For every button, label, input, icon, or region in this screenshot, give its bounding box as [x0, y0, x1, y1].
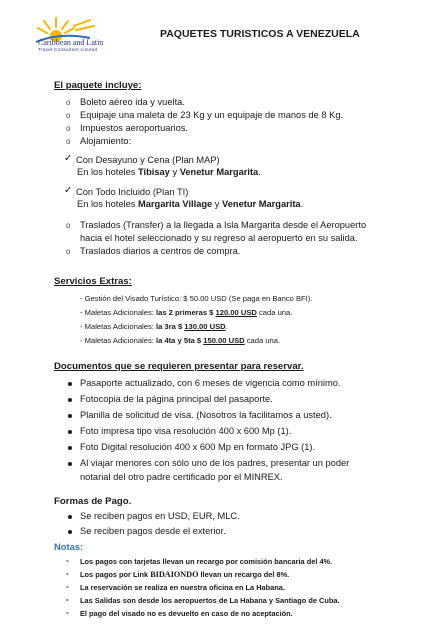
pago-item: Se reciben pagos desde el exterior.	[80, 526, 226, 536]
check-icon: ✓	[64, 185, 73, 196]
bullet-icon	[68, 430, 72, 434]
extra-visado: - Gestión del Visado Turístico: $ 50.00 USD (Se paga en Banco BFI).	[80, 294, 313, 303]
logo-name: Caribbean and Latin	[38, 38, 104, 47]
list-item: Equipaje una maleta de 23 Kg y un equipaje de manos de 8 Kg.	[80, 110, 344, 120]
dash-icon: -	[66, 582, 69, 591]
pago-item: Se reciben pagos en USD, EUR, MLC.	[80, 511, 240, 521]
section-heading-incluye: El paquete incluye:	[54, 80, 142, 91]
plan-ti-title: Con Todo Incluido (Plan TI)	[76, 187, 189, 197]
list-item-traslado-compras: Traslados diarios a centros de compra.	[80, 246, 241, 256]
extra-maletas-3: - Maletas Adicionales: la 4ta y 5ta $ 150.00 USD cada una.	[80, 336, 281, 345]
plan-ti-hotels: En los hoteles Margarita Village y Venetur Margarita.	[77, 199, 304, 209]
extra-maletas-1: - Maletas Adicionales: las 2 primeras $ 120.00 USD cada una.	[80, 308, 293, 317]
nota-item: Los pagos con tarjetas llevan un recargo por comisión bancaria del 4%.	[80, 557, 333, 566]
list-item-traslado: Traslados (Transfer) a la llegada a Isla Margarita desde el Aeropuerto	[80, 220, 367, 230]
bullet-icon	[68, 446, 72, 450]
bullet-icon	[68, 530, 72, 534]
bullet-icon	[68, 414, 72, 418]
plan-map-hotels: En los hoteles Tibisay y Venetur Margarita.	[77, 167, 261, 177]
list-item: Boleto aéreo ida y vuelta.	[80, 97, 185, 107]
plan-map-title: Con Desayuno y Cena (Plan MAP)	[76, 155, 220, 165]
dash-icon: -	[66, 556, 69, 565]
doc-item-menores: Al viajar menores con sólo uno de los padres, presentar un poder	[80, 458, 350, 468]
bullet-icon	[68, 462, 72, 466]
list-item: Impuestos aeroportuarios.	[80, 123, 189, 133]
doc-item: Pasaporte actualizado, con 6 meses de vigencia como mínimo.	[80, 378, 341, 388]
section-heading-pago: Formas de Pago.	[54, 496, 132, 507]
doc-item: Foto Digital resolución 400 x 600 Mp en formato JPG (1).	[80, 442, 316, 452]
page-title: PAQUETES TURISTICOS A VENEZUELA	[160, 28, 360, 40]
circle-bullet-icon: o	[66, 111, 71, 120]
check-icon: ✓	[64, 153, 73, 164]
logo-subtitle: Travel Consultant Limited	[38, 47, 98, 52]
doc-item: Foto impresa tipo visa resolución 400 x 600 Mp (1).	[80, 426, 292, 436]
bullet-icon	[68, 398, 72, 402]
bullet-icon	[68, 382, 72, 386]
section-heading-documentos: Documentos que se requieren presentar para reservar.	[54, 361, 304, 372]
list-item-traslado-cont: hacia el hotel seleccionado y su regreso al aeropuerto en su salida.	[80, 233, 358, 243]
bullet-icon	[68, 515, 72, 519]
doc-item: Planilla de solicitud de visa. (Nosotros la facilitamos a usted).	[80, 410, 332, 420]
doc-item: Fotocopia de la página principal del pasaporte.	[80, 394, 273, 404]
circle-bullet-icon: o	[66, 221, 71, 230]
nota-item: Los pagos por Link BIDAIONDO llevan un recargo del 8%.	[80, 570, 290, 579]
list-item: Alojamiento:	[80, 136, 132, 146]
extra-maletas-2: - Maletas Adicionales: la 3ra $ 130.00 USD.	[80, 322, 228, 331]
doc-item-menores-cont: notarial del otro padre certificado por el MINREX.	[80, 472, 283, 482]
dash-icon: -	[66, 608, 69, 617]
notas-heading: Notas:	[54, 541, 84, 552]
dash-icon: -	[66, 569, 69, 578]
circle-bullet-icon: o	[66, 247, 71, 256]
section-heading-extras: Servicios Extras:	[54, 276, 132, 287]
nota-item: La reservación se realiza en nuestra oficina en La Habana.	[80, 583, 285, 592]
circle-bullet-icon: o	[66, 98, 71, 107]
nota-item: Las Salidas son desde los aeropuertos de La Habana y Santiago de Cuba.	[80, 596, 340, 605]
dash-icon: -	[66, 595, 69, 604]
circle-bullet-icon: o	[66, 137, 71, 146]
nota-item: El pago del visado no es devuelto en caso de no aceptación.	[80, 609, 293, 618]
circle-bullet-icon: o	[66, 124, 71, 133]
